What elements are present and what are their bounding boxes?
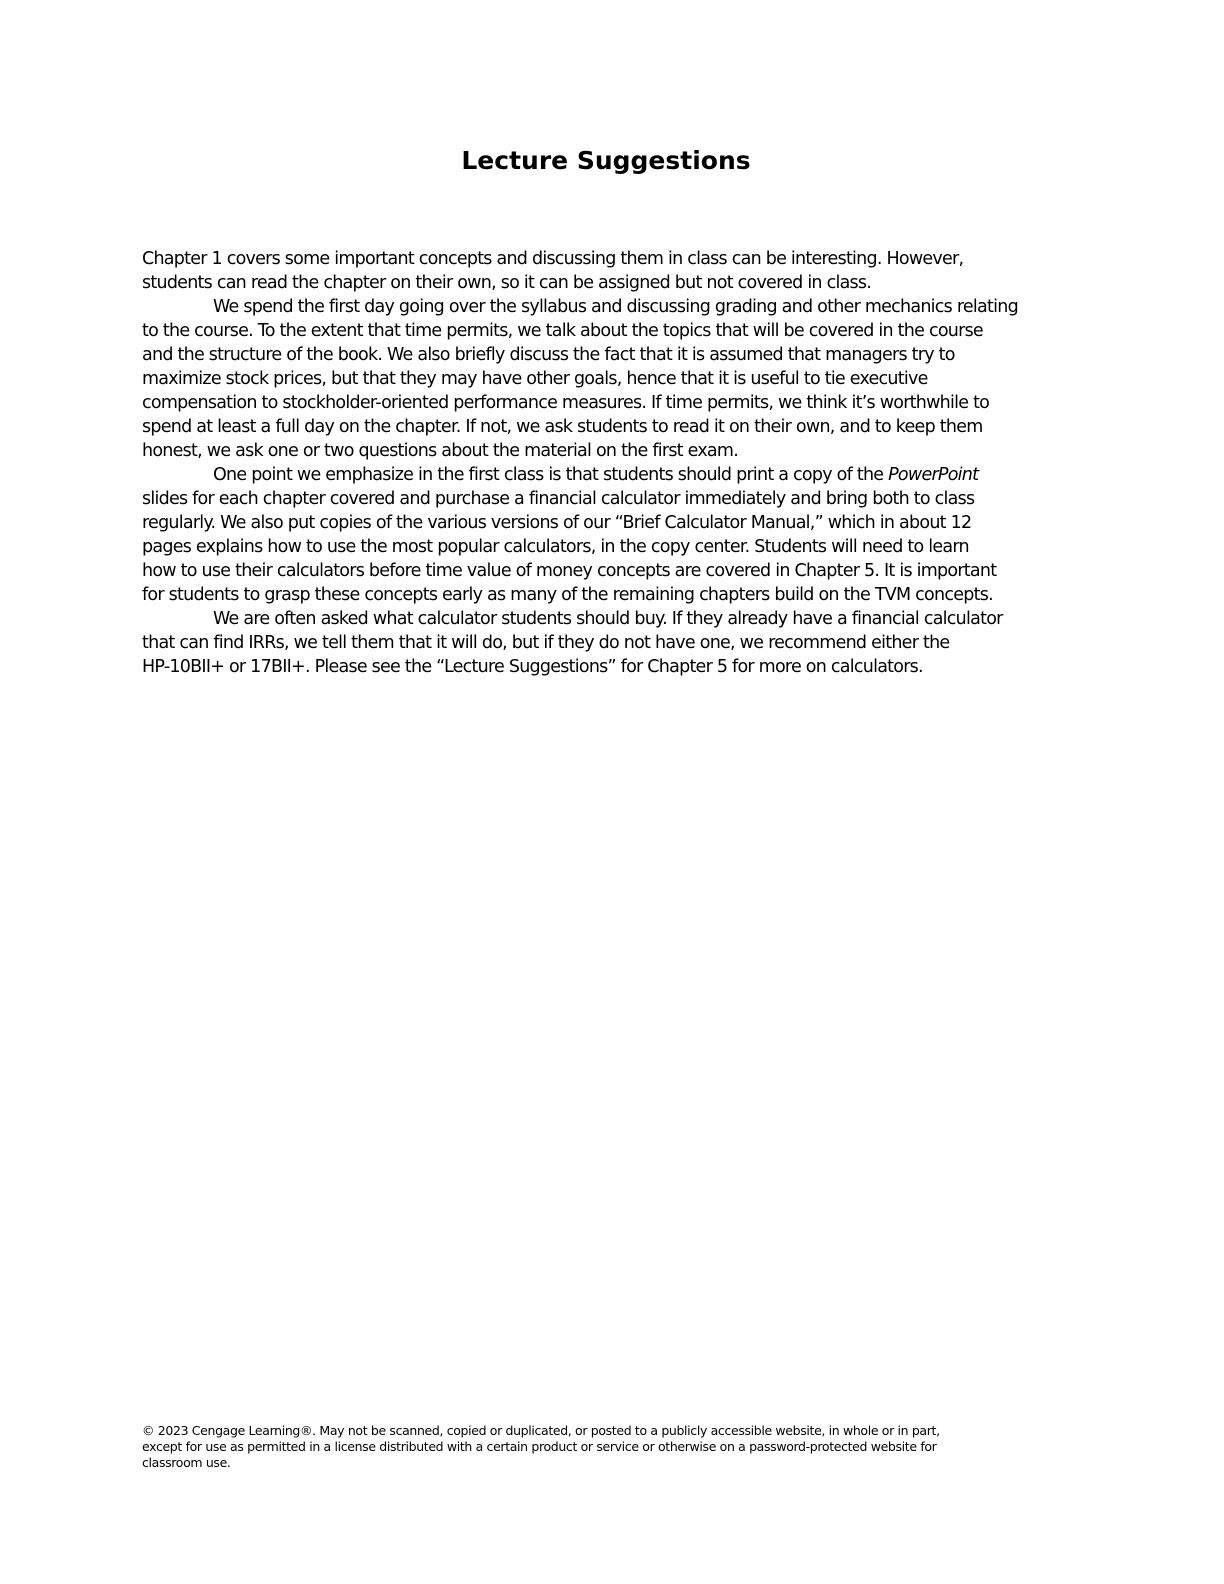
paragraph-1-line-1: Chapter 1 covers some important concepts and discussing them in class can be interesting. However,	[142, 249, 964, 269]
paragraph-3-line-3: regularly. We also put copies of the various versions of our “Brief Calculator Manual,” which in about 12	[142, 513, 972, 533]
paragraph-2-line-3: and the structure of the book. We also briefly discuss the fact that it is assumed that managers try to	[142, 345, 955, 365]
paragraph-2-line-5: compensation to stockholder-oriented performance measures. If time permits, we think it’s worthwhile to	[142, 393, 990, 413]
footer-line-1: © 2023 Cengage Learning®. May not be scanned, copied or duplicated, or posted to a publicly accessible website, in whole or in part,	[142, 1423, 940, 1438]
paragraph-3-line-5: how to use their calculators before time value of money concepts are covered in Chapter 5. It is important	[142, 561, 997, 581]
footer-line-3: classroom use.	[142, 1455, 231, 1470]
paragraph-2-line-2: to the course. To the extent that time permits, we talk about the topics that will be covered in the course	[142, 321, 983, 341]
paragraph-3-line-2: slides for each chapter covered and purchase a financial calculator immediately and bring both to class	[142, 489, 975, 509]
body-text	[142, 247, 1082, 679]
paragraph-3-line-1-text: One point we emphasize in the first class is that students should print a copy of the	[213, 465, 889, 485]
paragraph-4-line-3: HP-10BII+ or 17BII+. Please see the “Lecture Suggestions” for Chapter 5 for more on calculators.	[142, 657, 923, 677]
paragraph-3-line-6: for students to grasp these concepts early as many of the remaining chapters build on the TVM concepts.	[142, 585, 993, 605]
paragraph-4-line-1: We are often asked what calculator students should buy. If they already have a financial calculator	[213, 609, 1003, 629]
paragraph-3-line-1	[142, 463, 1082, 487]
page-title: Lecture Suggestions	[461, 146, 751, 175]
paragraph-3-line-4: pages explains how to use the most popular calculators, in the copy center. Students will need to learn	[142, 537, 969, 557]
paragraph-2-line-7: honest, we ask one or two questions about the material on the first exam.	[142, 441, 739, 461]
paragraph-2-line-4: maximize stock prices, but that they may have other goals, hence that it is useful to tie executive	[142, 369, 928, 389]
powerpoint-italic: PowerPoint	[888, 465, 979, 485]
copyright-footer	[142, 1423, 1082, 1471]
paragraph-2-line-1: We spend the first day going over the syllabus and discussing grading and other mechanics relating	[213, 297, 1018, 317]
paragraph-4-line-2: that can find IRRs, we tell them that it will do, but if they do not have one, we recommend either the	[142, 633, 950, 653]
paragraph-2-line-6: spend at least a full day on the chapter. If not, we ask students to read it on their own, and to keep them	[142, 417, 983, 437]
paragraph-1-line-2: students can read the chapter on their own, so it can be assigned but not covered in class.	[142, 273, 872, 293]
footer-line-2: except for use as permitted in a license distributed with a certain product or service or otherwise on a password-protected website for	[142, 1439, 937, 1454]
